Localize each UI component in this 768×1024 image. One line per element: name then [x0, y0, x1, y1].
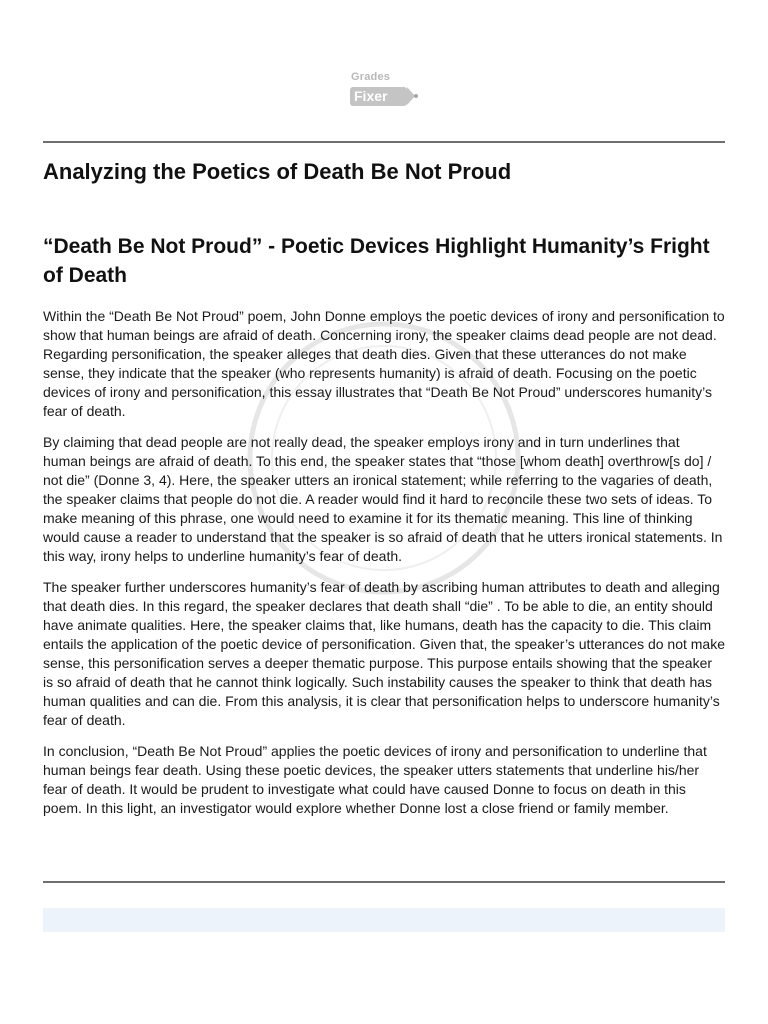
logo-tag-icon — [350, 87, 407, 106]
paragraph: Within the “Death Be Not Proud” poem, John Donne employs the poetic devices of irony and personification to show that human beings are afraid of death. Concerning irony, the speaker claims dead people are not dead. Regarding personification, the speaker alleges that death dies. Given that these utterances do not make sense, they indicate that the speaker (who represents humanity) is afraid of death. Focusing on the poetic devices of irony and personification, this essay illustrates that “Death Be Not Proud” underscores humanity’s fear of death. — [43, 308, 725, 419]
footer-band — [43, 908, 725, 932]
logo-top-text: Grades — [351, 71, 391, 83]
page-title: Analyzing the Poetics of Death Be Not Proud — [43, 159, 512, 184]
bottom-divider — [43, 881, 725, 883]
gradesfixer-logo[interactable] — [348, 71, 422, 107]
paragraph: In conclusion, “Death Be Not Proud” applies the poetic devices of irony and personification to underline that human beings fear death. Using these poetic devices, the speaker utters statements that underline his/her fear of death. It would be prudent to investigate what could have caused Donne to focus on death in this poem. In this light, an investigator would explore whether Donne lost a close friend or family member. — [43, 743, 707, 816]
paragraph: The speaker further underscores humanity’s fear of death by ascribing human attributes to death and alleging that death dies. In this regard, the speaker declares that death shall “die” . To be able to die, an entity should have animate qualities. Here, the speaker claims that, like humans, death has the capacity to die. This claim entails the application of the poetic device of personification. Given that, the speaker’s utterances do not make sense, this personification serves a deeper thematic purpose. This purpose entails showing that the speaker is so afraid of death that he cannot think logically. Such instability causes the speaker to think that death has human qualities and can die. From this analysis, it is clear that personification helps to underscore humanity’s fear of death. — [43, 579, 726, 728]
logo-tag-hole-icon — [414, 94, 418, 98]
logo-box-text: Fixer — [354, 88, 388, 104]
essay-body — [43, 307, 725, 830]
paragraph: By claiming that dead people are not really dead, the speaker employs irony and in turn underlines that human beings are afraid of death. To this end, the speaker states that “those [whom death] overthrow[s do] / not die” (Donne 3, 4). Here, the speaker utters an ironical statement; while referring to the vagaries of death, the speaker claims that people do not die. A reader would find it hard to reconcile these two sets of ideas. To make meaning of this phrase, one would need to examine it for its thematic meaning. This line of thinking would cause a reader to understand that the speaker is so afraid of death that he utters ironical statements. In this way, irony helps to underline humanity’s fear of death. — [43, 434, 723, 564]
top-divider — [43, 141, 725, 143]
section-heading: “Death Be Not Proud” - Poetic Devices Highlight Humanity’s Fright of Death — [43, 235, 710, 287]
